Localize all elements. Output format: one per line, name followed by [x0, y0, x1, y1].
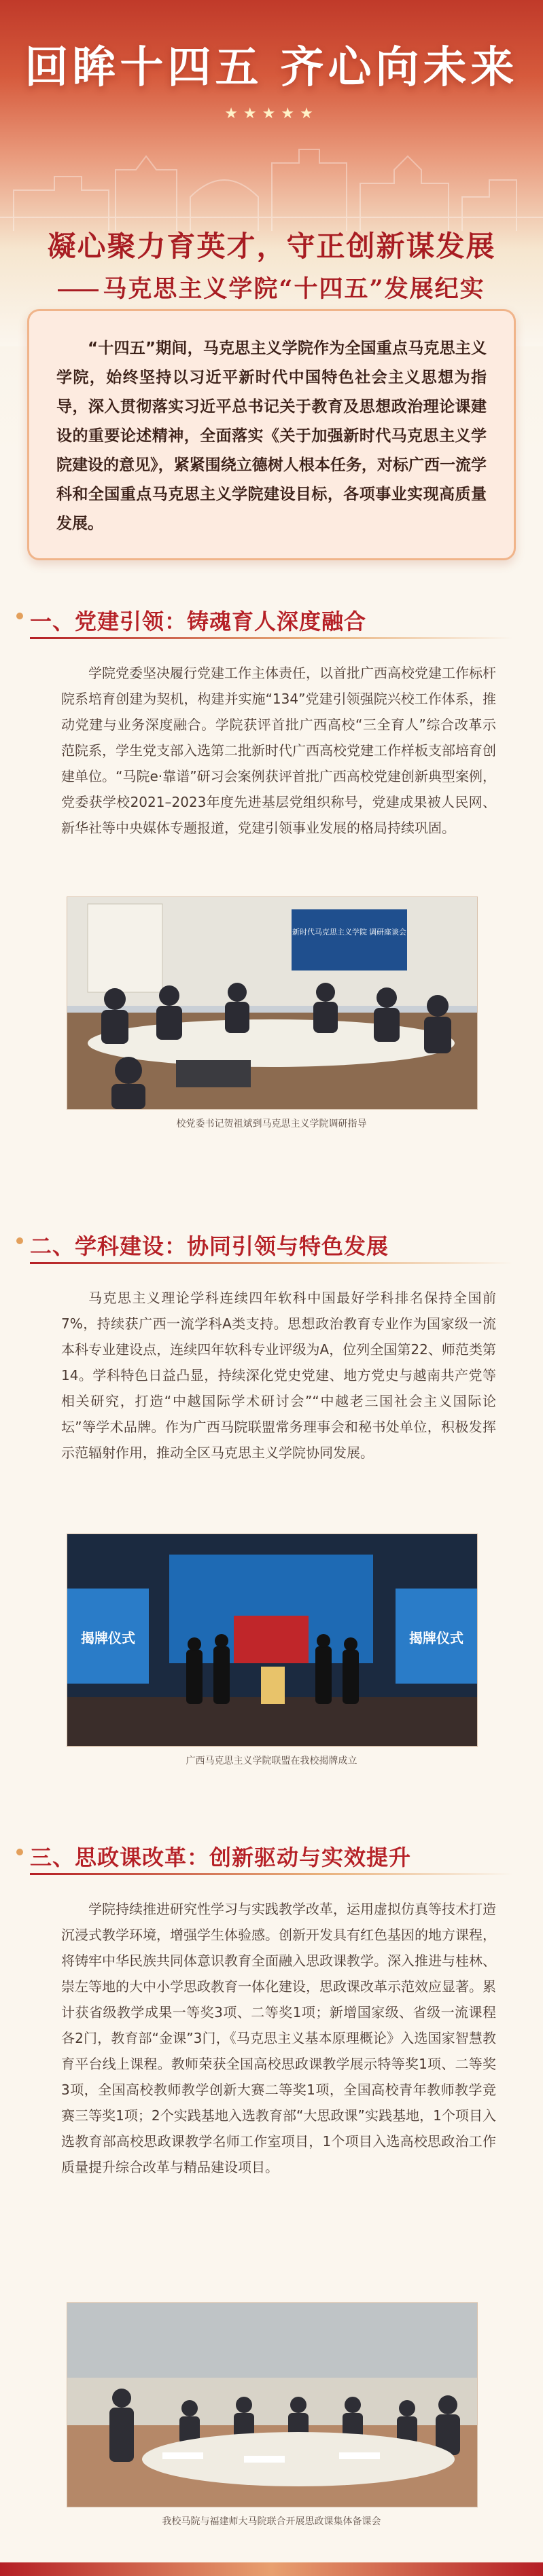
section-body: 马克思主义理论学科连续四年软科中国最好学科排名保持全国前7%，持续获广西一流学科A类支持。思想政治教育专业作为国家级一流本科专业建设点，连续四年软科专业评级为A，位列全国第22、师范类第14。学科特色日益凸显，持续深化党史党建、地方党史与越南共产党等相关研究，打造“中越国际学术研讨会”“中越老三国社会主义国际论坛”等学术品牌。作为广西马院联盟常务理事会和秘书处单位，积极发挥示范辐射作用，推动全区马克思主义学院协同发展。 [61, 1290, 496, 1461]
hero-title-part2: 齐心向未来 [280, 42, 519, 93]
photo-caption: 广西马克思主义学院联盟在我校揭牌成立 [186, 1756, 357, 1766]
campus-skyline-illustration [0, 115, 543, 231]
star-decoration-icon: ★★★★★ [224, 105, 319, 122]
section-divider [30, 1262, 513, 1264]
section-header [0, 598, 543, 641]
bullet-dot-icon [16, 613, 23, 619]
classroom-photo-illustration [67, 2303, 477, 2507]
section-divider [30, 637, 513, 639]
section-party-building [0, 598, 543, 1209]
section-title: 二、学科建设：协同引领与特色发展 [30, 1233, 389, 1259]
intro-text: “十四五”期间，马克思主义学院作为全国重点马克思主义学院，始终坚持以习近平新时代中国特色社会主义思想为指导，深入贯彻落实习近平总书记关于教育及思想政治理论课建设的重要论述精神，全面落实《关于加强新时代马克思主义学院建设的意见》，紧紧围绕立德树人根本任务，对标广西一流学科和全国重点马克思主义学院建设目标，各项事业实现高质量发展。 [56, 340, 487, 532]
hero-subtitle-2 [0, 270, 543, 304]
photo-caption: 校党委书记贺祖斌到马克思主义学院调研指导 [176, 1119, 367, 1129]
hero-subtitle: 凝心聚力育英才，守正创新谋发展 [47, 230, 496, 263]
section-body: 学院党委坚决履行党建工作主体责任，以首批广西高校党建工作标杆院系培育创建为契机，构建并实施“134”党建引领强院兴校工作体系，推动党建与业务深度融合。学院获评首批广西高校“三全育人”综合改革示范院系，学生党支部入选第二批新时代广西高校党建工作样板支部培育创建单位。“马院e·靠谱”研习会案例获评首批广西高校党建创新典型案例，党委获学校2021–2023年度先进基层党组织称号，党建成果被人民网、新华社等中央媒体专题报道，党建引领事业发展的格局持续巩固。 [61, 665, 496, 836]
photo-unveiling [67, 1534, 478, 1747]
photo-caption: 我校马院与福建师大马院联合开展思政课集体备课会 [162, 2516, 381, 2527]
section-divider [30, 1873, 513, 1875]
bullet-dot-icon [16, 1237, 23, 1244]
section-title: 三、思政课改革：创新驱动与实效提升 [30, 1845, 412, 1870]
section-title: 一、党建引领：铸魂育人深度融合 [30, 609, 367, 634]
section-header [0, 1222, 543, 1266]
photo-lesson-prep [67, 2302, 478, 2507]
section-body: 学院持续推进研究性学习与实践教学改革，运用虚拟仿真等技术打造沉浸式教学环境，增强学生体验感。创新开发具有红色基因的地方课程，将铸牢中华民族共同体意识教育全面融入思政课教学。深入推进与桂林、崇左等地的大中小学思政教育一体化建设，思政课改革示范效应显著。累计获省级教学成果一等奖3项、二等奖1项；新增国家级、省级一流课程各2门，教育部“金课”3门，《马克思主义基本原理概论》入选国家智慧教育平台线上课程。教师荣获全国高校思政课教学展示特等奖1项、二等奖3项，全国高校教师教学创新大赛二等奖1项，全国高校青年教师教学竞赛三等奖1项；2个实践基地入选教育部“大思政课”实践基地，1个项目入选教育部高校思政课教学名师工作室项目，1个项目入选高校思政治工作质量提升综合改革与精品建设项目。 [61, 1901, 496, 2175]
section-header [0, 1834, 543, 1877]
meeting-photo-illustration [67, 897, 477, 1109]
screen-banner-text: 新时代马克思主义学院 调研座谈会 [292, 928, 407, 937]
banner-left-text: 揭牌仪式 [81, 1631, 135, 1646]
section-discipline [0, 1222, 543, 1834]
hero-title-part1: 回眸十四五 [24, 42, 263, 93]
hero-subtitle-2-text: 马克思主义学院“十四五”发展纪实 [103, 275, 485, 303]
footer-decoration [0, 2562, 543, 2576]
bullet-dot-icon [16, 1849, 23, 1855]
banner-right-text: 揭牌仪式 [409, 1631, 463, 1646]
section-curriculum-reform [0, 1834, 543, 2567]
photo-meeting [67, 896, 478, 1110]
hero-header [0, 0, 543, 346]
intro-card [27, 309, 516, 560]
unveiling-photo-illustration [67, 1534, 477, 1746]
hero-title [0, 33, 543, 95]
